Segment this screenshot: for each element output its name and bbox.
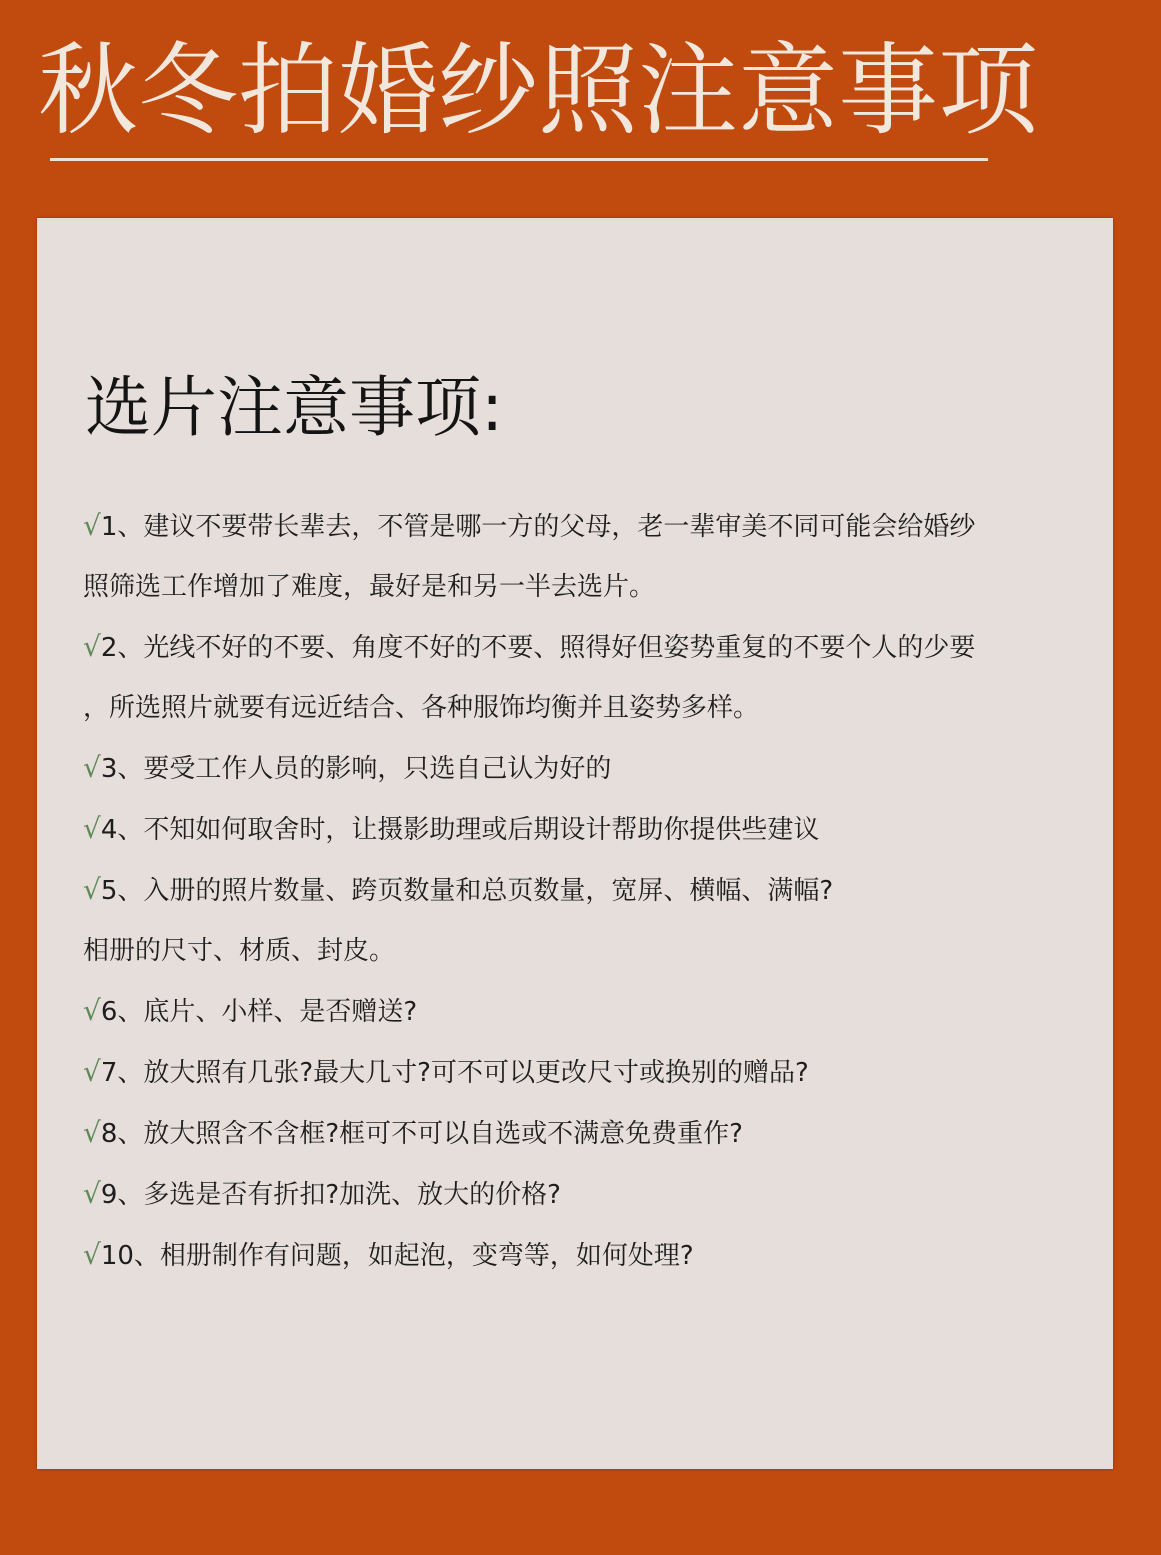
tip-item-continuation	[83, 921, 1063, 981]
tip-text: 相册的尺寸、材质、封皮。	[83, 936, 396, 966]
tip-text: 2、光线不好的不要、角度不好的不要、照得好但姿势重复的不要个人的少要	[100, 633, 976, 663]
tip-text: 10、相册制作有问题，如起泡，变弯等，如何处理?	[100, 1241, 694, 1271]
tip-item	[83, 1225, 1063, 1286]
tip-text: 8、放大照含不含框?框可不可以自选或不满意免费重作?	[100, 1119, 743, 1149]
tips-list	[83, 496, 1063, 1286]
check-icon: √	[83, 873, 101, 906]
check-icon: √	[83, 509, 101, 542]
tip-text: 4、不知如何取舍时，让摄影助理或后期设计帮助你提供些建议	[100, 815, 820, 845]
tip-text: 照筛选工作增加了难度，最好是和另一半去选片。	[83, 572, 656, 602]
tip-text: 3、要受工作人员的影响，只选自己认为好的	[100, 754, 612, 784]
tip-item	[83, 496, 1063, 557]
page-title: 秋冬拍婚纱照注意事项	[38, 32, 1038, 149]
check-icon: √	[83, 751, 101, 784]
title-underline	[50, 158, 988, 161]
section-heading: 选片注意事项:	[85, 369, 504, 446]
check-icon: √	[83, 1177, 101, 1210]
tip-item	[83, 1164, 1063, 1225]
tip-text: 7、放大照有几张?最大几寸?可不可以更改尺寸或换别的赠品?	[100, 1058, 809, 1088]
tip-text: 1、建议不要带长辈去，不管是哪一方的父母，老一辈审美不同可能会给婚纱	[100, 512, 976, 542]
tip-text: 6、底片、小样、是否赠送?	[100, 997, 418, 1027]
tip-item	[83, 981, 1063, 1042]
tip-item	[83, 1042, 1063, 1103]
tip-item	[83, 738, 1063, 799]
tip-item-continuation	[83, 557, 1063, 617]
check-icon: √	[83, 630, 101, 663]
tip-text: 5、入册的照片数量、跨页数量和总页数量，宽屏、横幅、满幅?	[100, 876, 834, 906]
tip-text: 9、多选是否有折扣?加洗、放大的价格?	[100, 1180, 561, 1210]
tip-item	[83, 860, 1063, 921]
content-card	[37, 218, 1113, 1469]
check-icon: √	[83, 1238, 101, 1271]
check-icon: √	[83, 994, 101, 1027]
tip-item	[83, 1103, 1063, 1164]
check-icon: √	[83, 812, 101, 845]
tip-text: ，所选照片就要有远近结合、各种服饰均衡并且姿势多样。	[83, 693, 760, 723]
tip-item	[83, 617, 1063, 678]
tip-item	[83, 799, 1063, 860]
check-icon: √	[83, 1055, 101, 1088]
tip-item-continuation	[83, 678, 1063, 738]
check-icon: √	[83, 1116, 101, 1149]
